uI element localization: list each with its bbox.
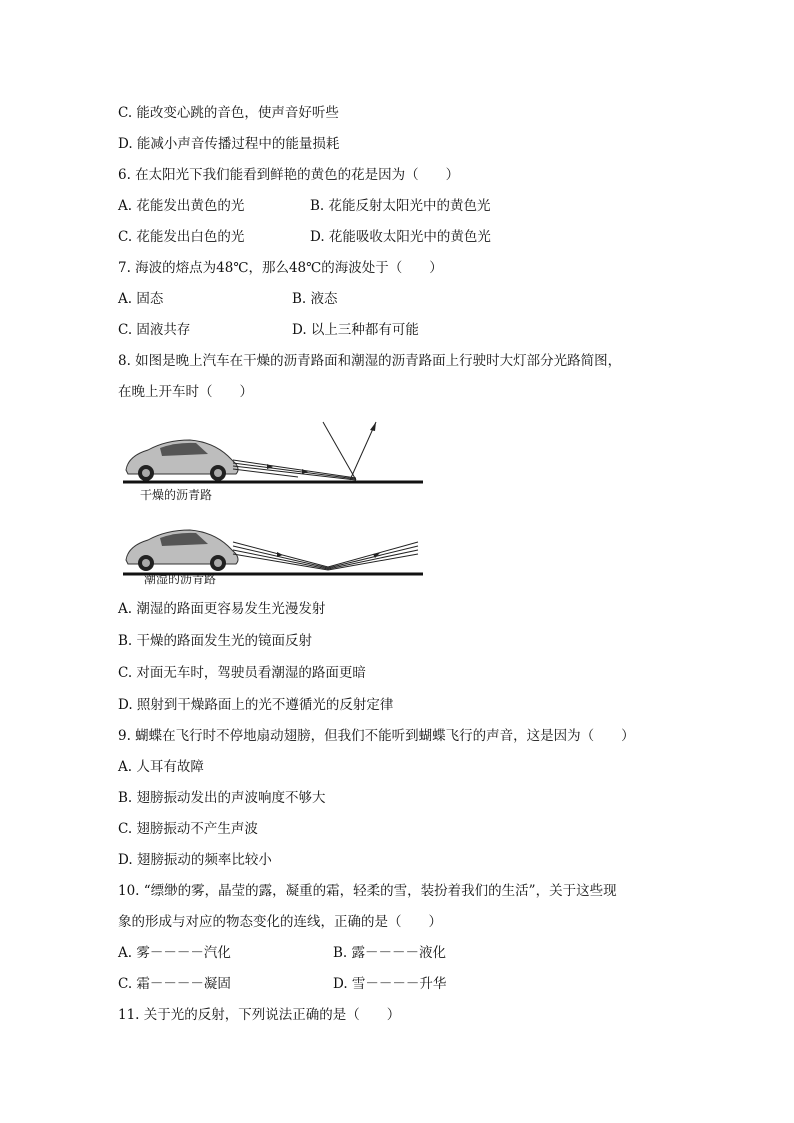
- question-7: 7. 海波的熔点为48℃，那么48℃的海波处于（ ）: [118, 260, 443, 276]
- car-icon-dry: [126, 440, 238, 481]
- q6-option-a: A. 花能发出黄色的光: [118, 198, 245, 214]
- q6-option-c: C. 花能发出白色的光: [118, 229, 245, 245]
- q7-option-c: C. 固液共存: [118, 322, 191, 338]
- q10-option-c: C. 霜－－－－凝固: [118, 976, 231, 992]
- question-6: 6. 在太阳光下我们能看到鲜艳的黄色的花是因为（ ）: [118, 167, 460, 183]
- q10-option-b: B. 露－－－－液化: [333, 945, 447, 961]
- car-icon-wet: [126, 530, 238, 571]
- q7-option-b: B. 液态: [292, 291, 338, 307]
- q5-option-d: D. 能减小声音传播过程中的能量损耗: [118, 136, 340, 152]
- q5-option-c: C. 能改变心跳的音色，使声音好听些: [118, 105, 339, 121]
- q7-option-a: A. 固态: [118, 291, 164, 307]
- dry-road-caption: 干燥的沥青路: [140, 488, 213, 502]
- question-10-line1: 10. “缥缈的雾，晶莹的露，凝重的霜，轻柔的雪，装扮着我们的生活”，关于这些现: [118, 883, 617, 899]
- dry-road-panel: [123, 422, 423, 482]
- headlight-diagram: [118, 420, 428, 588]
- q6-option-b: B. 花能反射太阳光中的黄色光: [310, 198, 491, 214]
- q9-option-a: A. 人耳有故障: [118, 759, 204, 775]
- q8-option-c: C. 对面无车时，驾驶员看潮湿的路面更暗: [118, 665, 366, 681]
- wet-road-caption: 潮湿的沥青路: [144, 572, 217, 586]
- question-10-line2: 象的形成与对应的物态变化的连线，正确的是（ ）: [118, 914, 442, 930]
- q9-option-b: B. 翅膀振动发出的声波响度不够大: [118, 790, 326, 806]
- q7-option-d: D. 以上三种都有可能: [292, 322, 419, 338]
- q9-option-c: C. 翅膀振动不产生声波: [118, 821, 258, 837]
- headlight-diagram-svg: [118, 420, 428, 588]
- question-9: 9. 蝴蝶在飞行时不停地扇动翅膀，但我们不能听到蝴蝶飞行的声音，这是因为（ ）: [118, 728, 635, 744]
- question-8-line1: 8. 如图是晚上汽车在干燥的沥青路面和潮湿的沥青路面上行驶时大灯部分光路简图，: [118, 353, 622, 369]
- q10-option-d: D. 雪－－－－升华: [333, 976, 447, 992]
- q9-option-d: D. 翅膀振动的频率比较小: [118, 852, 272, 868]
- q10-option-a: A. 雾－－－－汽化: [118, 945, 231, 961]
- q6-option-d: D. 花能吸收太阳光中的黄色光: [310, 229, 491, 245]
- q8-option-b: B. 干燥的路面发生光的镜面反射: [118, 633, 313, 649]
- wet-road-panel: [123, 530, 423, 574]
- q8-option-d: D. 照射到干燥路面上的光不遵循光的反射定律: [118, 697, 394, 713]
- q8-option-a: A. 潮湿的路面更容易发生光漫发射: [118, 601, 326, 617]
- question-11: 11. 关于光的反射，下列说法正确的是（ ）: [118, 1007, 401, 1023]
- question-8-line2: 在晚上开车时（ ）: [118, 384, 253, 400]
